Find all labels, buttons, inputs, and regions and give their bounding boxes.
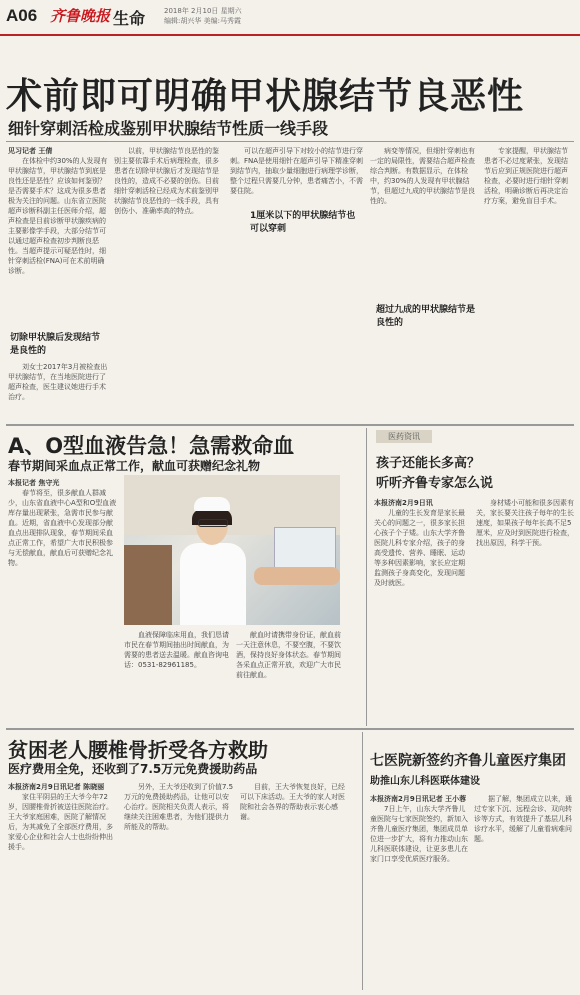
blood-donation-photo bbox=[124, 475, 340, 625]
elderly-subhead: 医疗费用全免，还收到了7.5万元免费援助药品 bbox=[8, 762, 258, 776]
elderly-col1-text: 家住平阴县的王大爷今年72岁，因腰椎骨折被送往医院治疗。王大爷家庭困难，医院了解情况后，为其减免了全部医疗费用，多家爱心企业和社会人士也纷纷伸出援手。 bbox=[8, 793, 113, 851]
blood-headline: A、O型血液告急！急需救命血 bbox=[8, 434, 295, 458]
lead-subhead: 细针穿刺活检成鉴别甲状腺结节性质一线手段 bbox=[8, 119, 329, 138]
hospital-column-1 bbox=[370, 794, 468, 988]
divider bbox=[366, 428, 367, 726]
lead-box-3: 超过九成的甲状腺结节是良性的 bbox=[376, 305, 476, 328]
newspaper-logo: 齐鲁晚报 bbox=[50, 7, 111, 25]
elderly-col2-text: 另外，王大爷还收到了价值7.5万元的免费援助药品，让他可以安心治疗。医院相关负责人表示，将继续关注困难患者，为他们提供力所能及的帮助。 bbox=[124, 783, 234, 831]
page-number: A06 bbox=[6, 6, 38, 25]
kids-headline-2: 听听齐鲁专家怎么说 bbox=[376, 476, 494, 491]
elderly-byline: 本报济南2月9日讯记者 陈晓丽 bbox=[8, 783, 105, 791]
kids-headline-1: 孩子还能长多高？ bbox=[376, 456, 481, 471]
kids-column-2 bbox=[476, 498, 574, 724]
lead-column-1b bbox=[8, 362, 108, 422]
elderly-column-2 bbox=[124, 782, 234, 988]
blood-column-1 bbox=[8, 478, 118, 724]
hospital-headline: 七医院新签约齐鲁儿童医疗集团 bbox=[370, 753, 566, 769]
page-header bbox=[0, 0, 580, 36]
editors: 编辑:胡兴华 美编:马秀霞 bbox=[164, 17, 241, 25]
lead-col1-text: 在体检中约30%的人发现有甲状腺结节，甲状腺结节到底是良性还是恶性？应该如何鉴别？是否需要手术？这成为很多患者极为关注的问题。山东省立医院超声诊断科副主任医师介绍，超声检查是目前诊断甲状腺疾病的主要影像学手段，大部分结节可以通过超声检查初步判断良恶性。当超声提示可疑恶性时，细针穿刺活检(FNA)可在术前明确诊断。 bbox=[8, 157, 108, 275]
kids-column-1 bbox=[374, 498, 470, 724]
hospital-col2-text: 据了解，集团成立以来，通过专家下沉、远程会诊、双向转诊等方式，有效提升了基层儿科诊疗水平，缓解了儿童看病难问题。 bbox=[474, 795, 572, 843]
kids-byline: 本报济南2月9日讯 bbox=[374, 499, 433, 507]
blood-col1-text: 春节将至，很多献血人群减少，山东省血液中心A型和O型血液库存量出现紧张，急需市民参与献血。近期，省血液中心发现部分献血点出现排队现象，春节期间采血点正常工作，希望广大市民积极参与无偿献血，献血后可获赠纪念礼物。 bbox=[8, 489, 117, 567]
divider bbox=[362, 732, 363, 990]
lead-col4-text: 病变等情况，但细针穿刺也有一定的局限性，需要结合超声检查综合判断。有数据显示，在体检中，约30%的人发现有甲状腺结节，但超过九成的甲状腺结节是良性的。 bbox=[370, 147, 475, 205]
nurse-figure bbox=[178, 497, 248, 625]
lead-column-5 bbox=[484, 146, 574, 422]
blood-byline: 本报记者 焦守光 bbox=[8, 479, 60, 487]
kids-col1-text: 儿童的生长发育是家长最关心的问题之一，很多家长担心孩子个子矮。山东大学齐鲁医院儿科专家介绍，孩子的身高受遗传、营养、睡眠、运动等多种因素影响，家长应定期监测孩子身高变化，发现问题及时就医。 bbox=[374, 509, 465, 587]
lead-headline: 术前即可明确甲状腺结节良恶性 bbox=[6, 76, 525, 117]
lead-column-3a bbox=[230, 146, 364, 206]
divider bbox=[6, 728, 574, 730]
lead-col3-text: 可以在超声引导下对较小的结节进行穿刺。FNA是使用细针在超声引导下精准穿刺到结节内，抽取少量细胞进行病理学诊断，整个过程只需要几分钟，患者痛苦小，不需要住院。 bbox=[230, 147, 364, 195]
blood-col2-text: 血液保障临床用血，我们恳请市民在春节期间抽出时间献血，为需要的患者送去温暖。献血咨询电话：0531-82961185。 bbox=[124, 631, 229, 669]
elderly-column-1 bbox=[8, 782, 118, 988]
section-title: 生命 bbox=[113, 9, 146, 28]
blood-column-3 bbox=[236, 630, 344, 724]
lead-col5-text: 专家提醒，甲状腺结节患者不必过度紧张，发现结节后应到正规医院进行超声检查，必要时进行细针穿刺活检，明确诊断后再决定治疗方案，避免盲目手术。 bbox=[484, 147, 568, 205]
divider bbox=[6, 424, 574, 426]
lead-column-2 bbox=[114, 146, 224, 422]
lead-box-2: 1厘米以下的甲状腺结节也可以穿刺 bbox=[250, 211, 356, 234]
kids-col2-text: 身材矮小可能和很多因素有关，家长要关注孩子每年的生长速度，如果孩子每年长高不足5厘米，应及时到医院进行检查，找出原因，科学干预。 bbox=[476, 499, 574, 547]
issue-date: 2018年 2月10日 星期六 bbox=[164, 7, 242, 15]
section-tag: 医药资讯 bbox=[376, 430, 432, 443]
elderly-column-3 bbox=[240, 782, 350, 988]
blood-col3-text: 献血时请携带身份证，献血前一天注意休息，不要空腹，不要饮酒，保持良好身体状态。春节期间各采血点正常开放，欢迎广大市民前往献血。 bbox=[236, 631, 341, 679]
hospital-column-2 bbox=[474, 794, 574, 988]
lead-column-4 bbox=[370, 146, 478, 296]
divider bbox=[6, 141, 574, 142]
hospital-byline: 本报济南2月9日讯记者 王小蓉 bbox=[370, 795, 467, 803]
hospital-col1-text: 7日上午，山东大学齐鲁儿童医院与七家医院签约，新加入齐鲁儿童医疗集团，集团成员单位进一步扩大，将有力推动山东儿科医联体建设，让更多患儿在家门口享受优质医疗服务。 bbox=[370, 805, 468, 863]
lead-column-1 bbox=[8, 146, 108, 318]
hospital-subhead: 助推山东儿科医联体建设 bbox=[370, 776, 480, 787]
lead-box-1: 切除甲状腺后发现结节是良性的 bbox=[10, 333, 101, 356]
elderly-headline: 贫困老人腰椎骨折受各方救助 bbox=[8, 738, 268, 762]
lead-byline: 见习记者 王倩 bbox=[8, 147, 53, 155]
elderly-col3-text: 目前，王大爷恢复良好，已经可以下床活动。王大爷的家人对医院和社会各界的帮助表示衷心感谢。 bbox=[240, 783, 345, 821]
lead-col1b-text: 刘女士2017年3月被检查出甲状腺结节，在当地医院进行了超声检查，医生建议她进行手术治疗。 bbox=[8, 363, 108, 401]
blood-subhead: 春节期间采血点正常工作，献血可获赠纪念礼物 bbox=[8, 459, 261, 473]
lead-col2-text: 以前，甲状腺结节良恶性的鉴别主要依靠手术后病理检查，很多患者在切除甲状腺后才发现结节是良性的，造成不必要的创伤。目前细针穿刺活检已经成为术前鉴别甲状腺结节良恶性的一线手段，具有创伤小、准确率高的特点。 bbox=[114, 147, 219, 215]
medical-equipment bbox=[274, 527, 336, 569]
header-meta bbox=[164, 6, 242, 26]
blood-column-2 bbox=[124, 630, 230, 724]
